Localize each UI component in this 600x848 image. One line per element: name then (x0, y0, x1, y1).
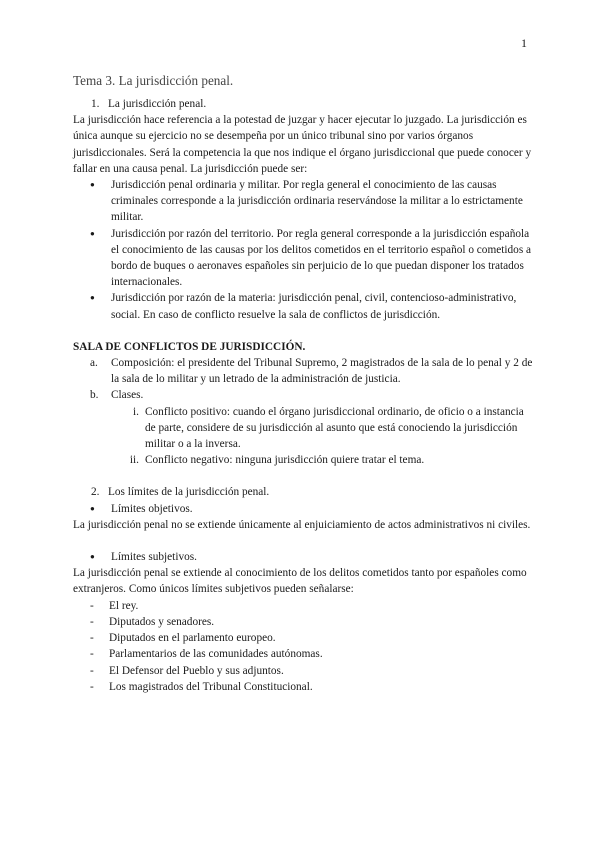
section-1-number: 1. (91, 98, 100, 110)
sala-list (73, 355, 533, 468)
list-marker: - (90, 680, 94, 693)
list-item-text: El Defensor del Pueblo y sus adjuntos. (109, 664, 284, 677)
document-body (73, 72, 533, 695)
subjective-limits-bullet (73, 549, 533, 565)
negative-conflict-text: Conflicto negativo: ninguna jurisdicción quiere tratar el tema. (145, 454, 425, 467)
objective-limits-text: La jurisdicción penal no se extiende únicamente al enjuiciamiento de actos administrativos ni civiles. (73, 518, 531, 531)
section-2-heading (73, 484, 533, 500)
document-title: Tema 3. La jurisdicción penal. (73, 73, 234, 88)
list-item-text: Diputados en el parlamento europeo. (109, 632, 276, 645)
section-2-number: 2. (91, 486, 100, 499)
list-item-text: El rey. (109, 599, 139, 612)
list-marker: ii. (129, 454, 139, 467)
list-item (73, 404, 533, 453)
subjective-limits-list (73, 598, 533, 695)
sala-heading: SALA DE CONFLICTOS DE JURISDICCIÓN. (73, 340, 306, 353)
list-item (73, 614, 533, 630)
list-marker: - (90, 664, 94, 677)
list-marker: - (90, 632, 94, 645)
list-item (73, 663, 533, 679)
list-item (73, 630, 533, 646)
list-marker: - (90, 615, 94, 628)
list-item: ● Jurisdicción por razón del territorio. Por regla general corresponde a la jurisdicción española el conocimiento de las causas por los delitos cometidos en el territorio español o cometidos a bordo de buques o aeronaves españoles sin perjuicio de lo que puedan disponer los tratados internacionales. (73, 226, 533, 291)
list-item-text: Los magistrados del Tribunal Constitucional. (109, 680, 313, 693)
list-item-text: Diputados y senadores. (109, 615, 215, 628)
list-item-text: Parlamentarios de las comunidades autónomas. (109, 648, 323, 661)
list-item (73, 679, 533, 695)
list-item (73, 646, 533, 662)
positive-conflict-text: Conflicto positivo: cuando el órgano jurisdiccional ordinario, de oficio o a instancia de parte, considere de su jurisdicción al asunto que está conociendo la jurisdicción militar o a la inversa. (145, 405, 524, 451)
section-2-label: Los límites de la jurisdicción penal. (108, 486, 270, 499)
list-item (73, 355, 533, 387)
section-1-intro: La jurisdicción hace referencia a la potestad de juzgar y hacer ejecutar lo juzgado. La jurisdicción es única aunque su ejercicio no se desempeña por un único tribunal sino por varios órganos jurisdiccionales. Será la competencia la que nos indique el órgano jurisdiccional que puede conocer y fallar en una causa penal. La jurisdicción puede ser: (73, 114, 532, 175)
list-item: ● Jurisdicción por razón de la materia: jurisdicción penal, civil, contencioso-administrativo, social. En caso de conflicto resuelve la sala de conflictos de jurisdicción. (73, 290, 533, 322)
list-marker: b. (90, 389, 99, 402)
list-item: ● Límites subjetivos. (73, 549, 533, 565)
conflict-types-list (111, 404, 533, 469)
list-marker: i. (133, 405, 139, 418)
page-number: 1 (521, 36, 527, 50)
section-1-heading (73, 96, 533, 112)
list-item: ● Límites objetivos. (73, 501, 533, 517)
list-item: ● Jurisdicción penal ordinaria y militar. Por regla general el conocimiento de las causas criminales corresponde a la jurisdicción ordinaria reservándose la militar a lo estrictamente militar. (73, 177, 533, 226)
jurisdiction-types-list (73, 177, 533, 323)
section-1-label: La jurisdicción penal. (108, 98, 207, 110)
subjective-limits-text: La jurisdicción penal se extiende al conocimiento de los delitos cometidos tanto por españoles como extranjeros. Como únicos límites subjetivos pueden señalarse: (73, 567, 527, 596)
composition-text: Composición: el presidente del Tribunal Supremo, 2 magistrados de la sala de lo penal y 2 de la sala de lo militar y un letrado de la administración de justicia. (111, 357, 533, 386)
list-item (73, 452, 533, 468)
list-item (73, 387, 533, 468)
list-marker: - (90, 648, 94, 661)
list-item (73, 598, 533, 614)
classes-text: Clases. (111, 389, 144, 402)
list-marker: - (90, 599, 94, 612)
objective-limits-bullet (73, 501, 533, 517)
list-marker: a. (90, 357, 98, 370)
